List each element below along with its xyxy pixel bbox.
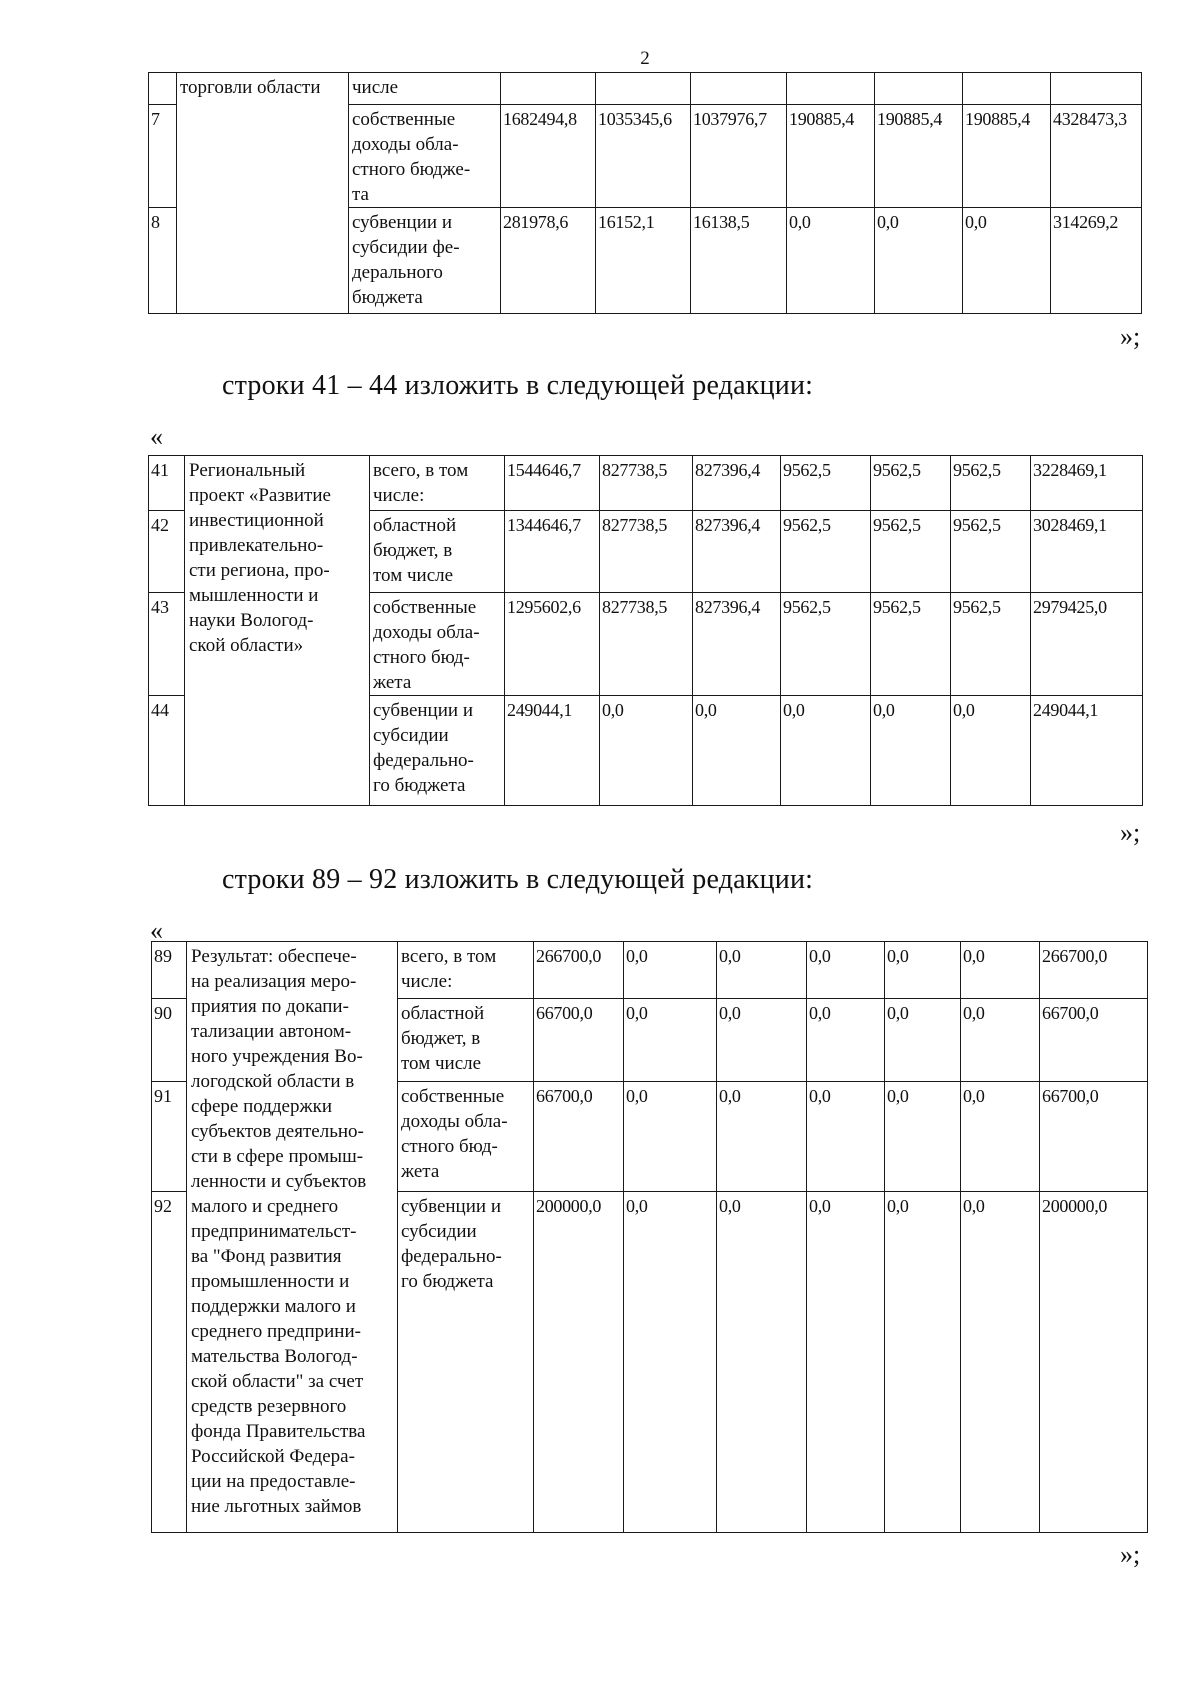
row-index: 89	[152, 942, 187, 999]
value-cell: 0,0	[871, 696, 951, 806]
value-cell: 0,0	[951, 696, 1031, 806]
closing-quote: »;	[1120, 818, 1141, 847]
value-cell: 827396,4	[693, 456, 781, 511]
value-cell: 827396,4	[693, 593, 781, 696]
value-cell: 0,0	[807, 999, 885, 1082]
value-cell: 0,0	[600, 696, 693, 806]
page-number: 2	[640, 48, 650, 69]
value-cell: 827738,5	[600, 593, 693, 696]
value-cell: 249044,1	[1031, 696, 1143, 806]
row-index: 91	[152, 1082, 187, 1192]
value-cell: 0,0	[885, 1192, 961, 1533]
value-cell: 0,0	[961, 1082, 1040, 1192]
closing-quote: »;	[1120, 1540, 1141, 1569]
table-continuation	[148, 72, 1142, 314]
section-heading: строки 41 – 44 изложить в следующей редакции:	[222, 370, 814, 401]
budget-type: собственные доходы обла- стного бюд- жета	[370, 593, 505, 696]
value-cell: 1344646,7	[505, 511, 600, 593]
value-cell: 0,0	[885, 999, 961, 1082]
budget-type: областной бюджет, в том числе	[370, 511, 505, 593]
section-heading: строки 89 – 92 изложить в следующей редакции:	[222, 864, 814, 895]
closing-quote: »;	[1120, 322, 1141, 351]
value-cell: 314269,2	[1051, 208, 1142, 314]
value-cell: 0,0	[624, 1082, 717, 1192]
opening-quote: «	[150, 916, 163, 945]
value-cell: 0,0	[885, 942, 961, 999]
value-cell: 0,0	[961, 999, 1040, 1082]
value-cell: 190885,4	[787, 105, 875, 208]
row-label: торговли области	[177, 73, 349, 314]
value-cell: 0,0	[624, 1192, 717, 1533]
row-index: 90	[152, 999, 187, 1082]
row-label: Результат: обеспече- на реализация меро- приятия по докапи- тализации автоном- ного учреждения Во- логодской области в сфере поддержки субъектов деятельно- сти в сфере промыш- ленности и субъектов малого и среднего предпринимательст- ва "Фонд развития промышленности и поддержки малого и среднего предприни- мательства Вологод- ской области" за счет средств резервного фонда Правительства Российской Федера- ции на предоставле- ние льготных займов	[187, 942, 398, 1533]
value-cell: 281978,6	[501, 208, 596, 314]
table-row	[149, 456, 1143, 511]
value-cell: 190885,4	[963, 105, 1051, 208]
row-index: 92	[152, 1192, 187, 1533]
value-cell: 0,0	[717, 999, 807, 1082]
budget-type: всего, в том числе:	[398, 942, 534, 999]
value-cell: 266700,0	[534, 942, 624, 999]
budget-type: собственные доходы обла- стного бюдже- та	[349, 105, 501, 208]
value-cell: 266700,0	[1040, 942, 1148, 999]
row-index: 41	[149, 456, 185, 511]
value-cell: 0,0	[961, 942, 1040, 999]
value-cell: 200000,0	[534, 1192, 624, 1533]
value-cell: 190885,4	[875, 105, 963, 208]
value-cell: 0,0	[961, 1192, 1040, 1533]
value-cell: 9562,5	[951, 593, 1031, 696]
value-cell: 0,0	[624, 999, 717, 1082]
value-cell: 3228469,1	[1031, 456, 1143, 511]
table-row	[152, 942, 1148, 999]
value-cell: 3028469,1	[1031, 511, 1143, 593]
value-cell: 2979425,0	[1031, 593, 1143, 696]
table-row	[149, 73, 1142, 105]
budget-type: собственные доходы обла- стного бюд- жета	[398, 1082, 534, 1192]
opening-quote: «	[150, 422, 163, 451]
value-cell: 0,0	[624, 942, 717, 999]
budget-type: числе	[349, 73, 501, 105]
row-index: 43	[149, 593, 185, 696]
budget-type: областной бюджет, в том числе	[398, 999, 534, 1082]
value-cell: 9562,5	[781, 511, 871, 593]
value-cell: 9562,5	[781, 456, 871, 511]
budget-type: субвенции и субсидии федерально- го бюджета	[398, 1192, 534, 1533]
row-index: 8	[149, 208, 177, 314]
value-cell: 9562,5	[951, 511, 1031, 593]
value-cell: 9562,5	[781, 593, 871, 696]
value-cell: 1037976,7	[691, 105, 787, 208]
value-cell: 66700,0	[1040, 1082, 1148, 1192]
value-cell: 827396,4	[693, 511, 781, 593]
budget-type: всего, в том числе:	[370, 456, 505, 511]
value-cell: 0,0	[717, 1192, 807, 1533]
value-cell: 827738,5	[600, 456, 693, 511]
value-cell: 1035345,6	[596, 105, 691, 208]
value-cell: 16138,5	[691, 208, 787, 314]
value-cell: 249044,1	[505, 696, 600, 806]
value-cell: 9562,5	[951, 456, 1031, 511]
value-cell: 66700,0	[534, 999, 624, 1082]
row-index	[149, 73, 177, 105]
value-cell: 0,0	[781, 696, 871, 806]
value-cell: 1682494,8	[501, 105, 596, 208]
value-cell: 0,0	[963, 208, 1051, 314]
table-rows-89-92	[151, 941, 1148, 1533]
value-cell: 0,0	[875, 208, 963, 314]
row-index: 42	[149, 511, 185, 593]
value-cell: 16152,1	[596, 208, 691, 314]
budget-type: субвенции и субсидии федерально- го бюджета	[370, 696, 505, 806]
value-cell: 0,0	[693, 696, 781, 806]
value-cell: 1544646,7	[505, 456, 600, 511]
value-cell: 0,0	[807, 1192, 885, 1533]
value-cell: 200000,0	[1040, 1192, 1148, 1533]
value-cell: 0,0	[717, 1082, 807, 1192]
table-rows-41-44	[148, 455, 1143, 806]
value-cell: 9562,5	[871, 593, 951, 696]
budget-type: субвенции и субсидии фе- дерального бюджета	[349, 208, 501, 314]
value-cell: 0,0	[807, 1082, 885, 1192]
value-cell: 0,0	[787, 208, 875, 314]
row-index: 7	[149, 105, 177, 208]
value-cell: 0,0	[717, 942, 807, 999]
value-cell: 9562,5	[871, 511, 951, 593]
value-cell: 4328473,3	[1051, 105, 1142, 208]
row-index: 44	[149, 696, 185, 806]
value-cell: 0,0	[807, 942, 885, 999]
value-cell: 0,0	[885, 1082, 961, 1192]
value-cell: 66700,0	[534, 1082, 624, 1192]
row-label: Региональный проект «Развитие инвестиционной привлекательно- сти региона, про- мышленности и науки Вологод- ской области»	[185, 456, 370, 806]
value-cell: 827738,5	[600, 511, 693, 593]
value-cell: 66700,0	[1040, 999, 1148, 1082]
value-cell: 1295602,6	[505, 593, 600, 696]
value-cell: 9562,5	[871, 456, 951, 511]
